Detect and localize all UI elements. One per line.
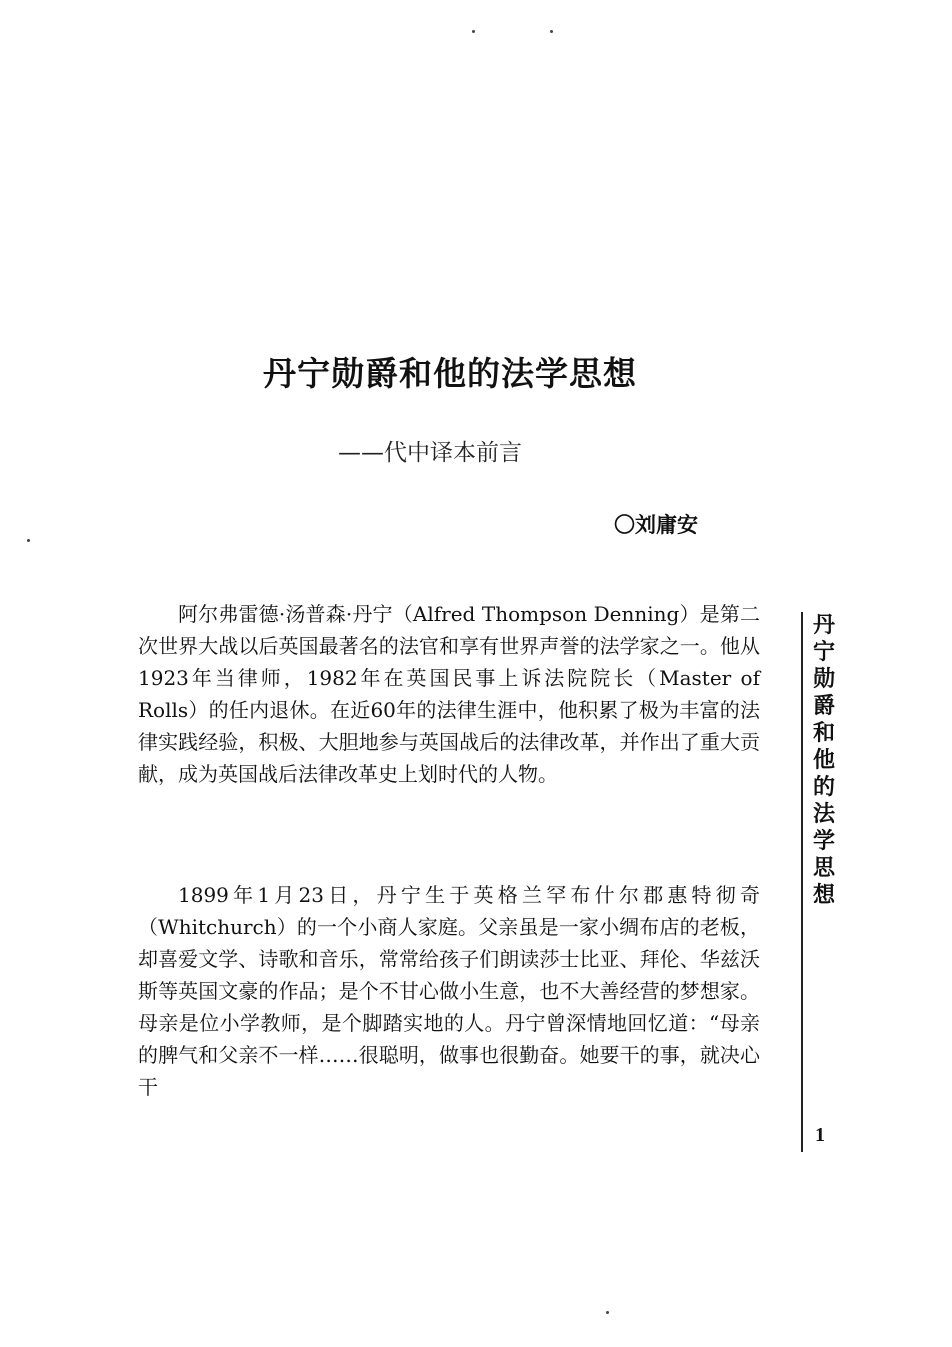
running-title-vertical: 丹宁勋爵和他的法学思想 — [812, 613, 835, 908]
author-byline: 〇刘庸安 — [614, 512, 698, 537]
body-paragraph-1 — [138, 598, 760, 790]
margin-divider-line — [801, 612, 803, 1152]
article-subtitle: ——代中译本前言 — [338, 440, 522, 466]
scan-speck — [606, 1311, 609, 1314]
scan-speck — [550, 30, 553, 33]
article-title: 丹宁勋爵和他的法学思想 — [263, 354, 637, 393]
scan-speck — [27, 539, 30, 542]
page-number: 1 — [815, 1124, 825, 1146]
paragraph-text: 阿尔弗雷德·汤普森·丹宁（Alfred Thompson Denning）是第二次世界大战以后英国最著名的法官和享有世界声誉的法学家之一。他从1923年当律师，1982年在英国民事上诉法院院长（Master of Rolls）的任内退休。在近60年的法律生涯中，他积累了极为丰富的法律实践经验，积极、大胆地参与英国战后的法律改革，并作出了重大贡献，成为英国战后法律改革史上划时代的人物。 — [138, 602, 760, 786]
body-paragraph-2 — [138, 879, 760, 1103]
scan-speck — [472, 30, 475, 33]
paragraph-text: 1899年1月23日，丹宁生于英格兰罕布什尔郡惠特彻奇（Whitchurch）的一个小商人家庭。父亲虽是一家小绸布店的老板，却喜爱文学、诗歌和音乐，常常给孩子们朗读莎士比亚、拜伦、华兹沃斯等英国文豪的作品；是个不甘心做小生意，也不大善经营的梦想家。母亲是位小学教师，是个脚踏实地的人。丹宁曾深情地回忆道：“母亲的脾气和父亲不一样……很聪明，做事也很勤奋。她要干的事，就决心干 — [138, 883, 760, 1099]
